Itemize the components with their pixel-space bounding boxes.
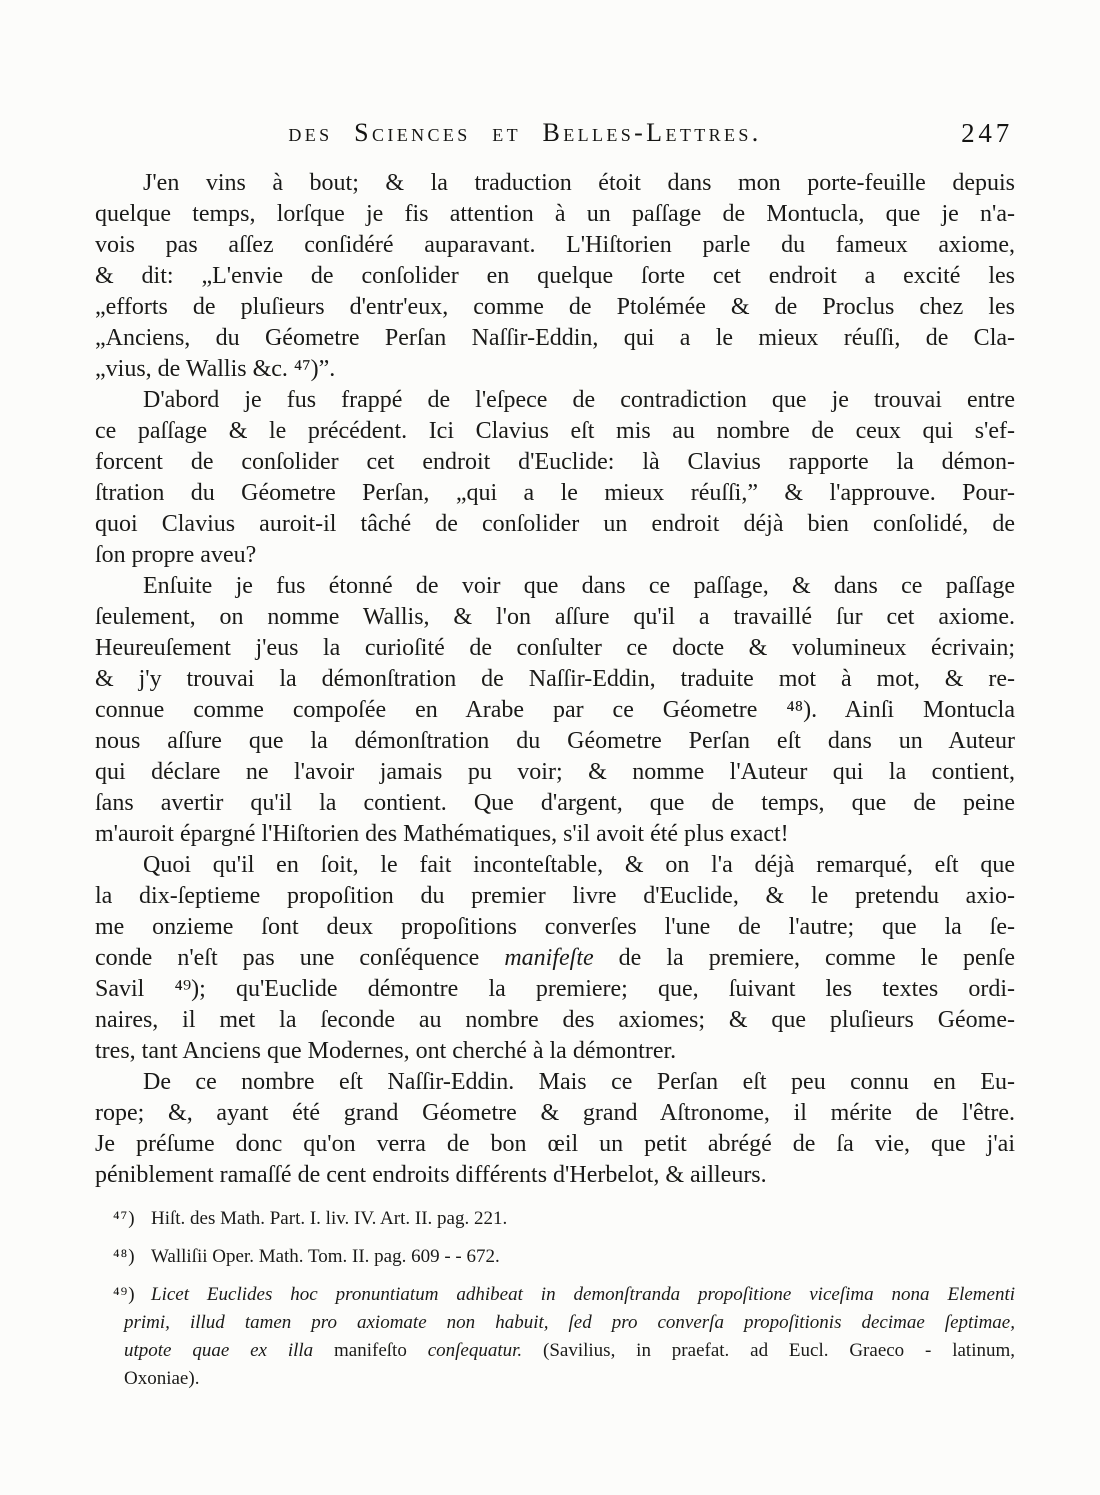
italic-text-segment: conſequatur. <box>427 1340 523 1361</box>
footnote <box>113 1243 1015 1271</box>
paragraph <box>95 1067 1015 1191</box>
text-line: D'abord je fus frappé de l'eſpece de contradiction que je trouvai entre <box>143 387 1015 413</box>
text-line: Quoi qu'il en ſoit, le fait inconteſtable, & on l'a déjà remarqué, eſt que <box>143 852 1015 878</box>
italic-text-segment: utpote quae ex illa <box>124 1340 335 1361</box>
paragraph <box>95 850 1015 1067</box>
italic-text-segment: manifeſte <box>504 945 594 971</box>
text-segment: de la premiere, comme le penſe <box>593 945 1015 971</box>
text-line: „Anciens, du Géometre Perſan Naſſir-Eddin, qui a le mieux réuſſi, de Cla- <box>95 325 1015 351</box>
text-line <box>95 943 1015 974</box>
text-line: ſeulement, on nomme Wallis, & l'on aſſure qu'il a travaillé ſur cet axiome. <box>95 604 1015 630</box>
footnote-marker: ⁴⁹) <box>113 1284 136 1305</box>
footnote-text <box>151 1205 1015 1233</box>
text-line: „efforts de pluſieurs d'entr'eux, comme de Ptolémée & de Proclus chez les <box>95 294 1015 320</box>
text-segment: (Savilius, in praefat. ad Eucl. Graeco - latinum, <box>522 1340 1016 1361</box>
footnote-line <box>124 1309 1015 1337</box>
running-header <box>95 118 1015 152</box>
footnote-marker: ⁴⁷) <box>113 1208 136 1229</box>
text-line: nous aſſure que la démonſtration du Géometre Perſan eſt dans un Auteur <box>95 728 1015 754</box>
text-line: ce paſſage & le précédent. Ici Clavius eſt mis au nombre de ceux qui s'ef- <box>95 418 1015 444</box>
footnote-text <box>151 1243 1015 1271</box>
footnote-line <box>124 1365 1015 1393</box>
paragraph <box>95 385 1015 571</box>
text-line: „vius, de Wallis &c. ⁴⁷)”. <box>95 356 336 382</box>
running-header-title: des Sciences et Belles-Lettres. <box>288 118 762 147</box>
text-line: Enſuite je fus étonné de voir que dans ce paſſage, & dans ce paſſage <box>143 573 1015 599</box>
text-line: ſon propre aveu? <box>95 542 257 568</box>
text-line: ſtration du Géometre Perſan, „qui a le mieux réuſſi,” & l'approuve. Pour- <box>95 480 1015 506</box>
text-line: qui déclare ne l'avoir jamais pu voir; & nomme l'Auteur qui la contient, <box>95 759 1015 785</box>
italic-text-segment: primi, illud tamen pro axiomate non habuit, ſed pro converſa propoſitionis decimae ſeptimae, <box>124 1312 1015 1333</box>
text-segment: manifeſto <box>334 1340 428 1361</box>
text-line: & j'y trouvai la démonſtration de Naſſir-Eddin, traduite mot à mot, & re- <box>95 666 1015 692</box>
footnotes <box>95 1205 1015 1393</box>
footnote <box>113 1205 1015 1233</box>
text-line: Savil ⁴⁹); qu'Euclide démontre la premiere; que, ſuivant les textes ordi- <box>95 976 1015 1002</box>
text-line: & dit: „L'envie de conſolider en quelque ſorte cet endroit a excité les <box>95 263 1015 289</box>
body-text <box>95 168 1015 1191</box>
text-line: J'en vins à bout; & la traduction étoit dans mon porte-feuille depuis <box>143 170 1015 196</box>
text-line: vois pas aſſez conſidéré auparavant. L'Hiſtorien parle du fameux axiome, <box>95 232 1015 258</box>
italic-text-segment: Licet Euclides hoc pronuntiatum adhibeat in demonſtranda propoſitione viceſima nona Elementi <box>151 1284 1015 1305</box>
text-segment: Oxoniae). <box>124 1368 200 1389</box>
text-line: me onzieme ſont deux propoſitions converſes l'une de l'autre; que la ſe- <box>95 914 1015 940</box>
footnote-line <box>124 1337 1015 1365</box>
text-line: ſans avertir qu'il la contient. Que d'argent, que de temps, que de peine <box>95 790 1015 816</box>
paragraph <box>95 571 1015 850</box>
text-line: naires, il met la ſeconde au nombre des axiomes; & que pluſieurs Géome- <box>95 1007 1015 1033</box>
footnote-marker: ⁴⁸) <box>113 1246 136 1267</box>
footnote-line: Walliſii Oper. Math. Tom. II. pag. 609 - - 672. <box>151 1246 500 1267</box>
text-line: péniblement ramaſſé de cent endroits différents d'Herbelot, & ailleurs. <box>95 1162 767 1188</box>
text-line: quoi Clavius auroit-il tâché de conſolider un endroit déjà bien conſolidé, de <box>95 511 1015 537</box>
text-line: tres, tant Anciens que Modernes, ont cherché à la démontrer. <box>95 1038 677 1064</box>
text-block <box>95 118 1015 1403</box>
text-line: Heureuſement j'eus la curioſité de conſulter ce docte & volumineux écrivain; <box>95 635 1015 661</box>
footnote-line <box>151 1281 1015 1309</box>
footnote <box>113 1281 1015 1393</box>
text-line: m'auroit épargné l'Hiſtorien des Mathématiques, s'il avoit été plus exact! <box>95 821 789 847</box>
paragraph <box>95 168 1015 385</box>
text-line: Je préſume donc qu'on verra de bon œil un petit abrégé de ſa vie, que j'ai <box>95 1131 1015 1157</box>
text-segment: conde n'eſt pas une conſéquence <box>95 945 505 971</box>
text-line: connue comme compoſée en Arabe par ce Géometre ⁴⁸). Ainſi Montucla <box>95 697 1015 723</box>
text-line: rope; &, ayant été grand Géometre & grand Aſtronome, il mérite de l'être. <box>95 1100 1015 1126</box>
page-number: 247 <box>961 118 1013 148</box>
text-line: la dix-ſeptieme propoſition du premier livre d'Euclide, & le pretendu axio- <box>95 883 1015 909</box>
footnote-line: Hiſt. des Math. Part. I. liv. IV. Art. II. pag. 221. <box>151 1208 508 1229</box>
text-line: De ce nombre eſt Naſſir-Eddin. Mais ce Perſan eſt peu connu en Eu- <box>143 1069 1015 1095</box>
text-line: quelque temps, lorſque je fis attention à un paſſage de Montucla, que je n'a- <box>95 201 1015 227</box>
text-line: forcent de conſolider cet endroit d'Euclide: là Clavius rapporte la démon- <box>95 449 1015 475</box>
